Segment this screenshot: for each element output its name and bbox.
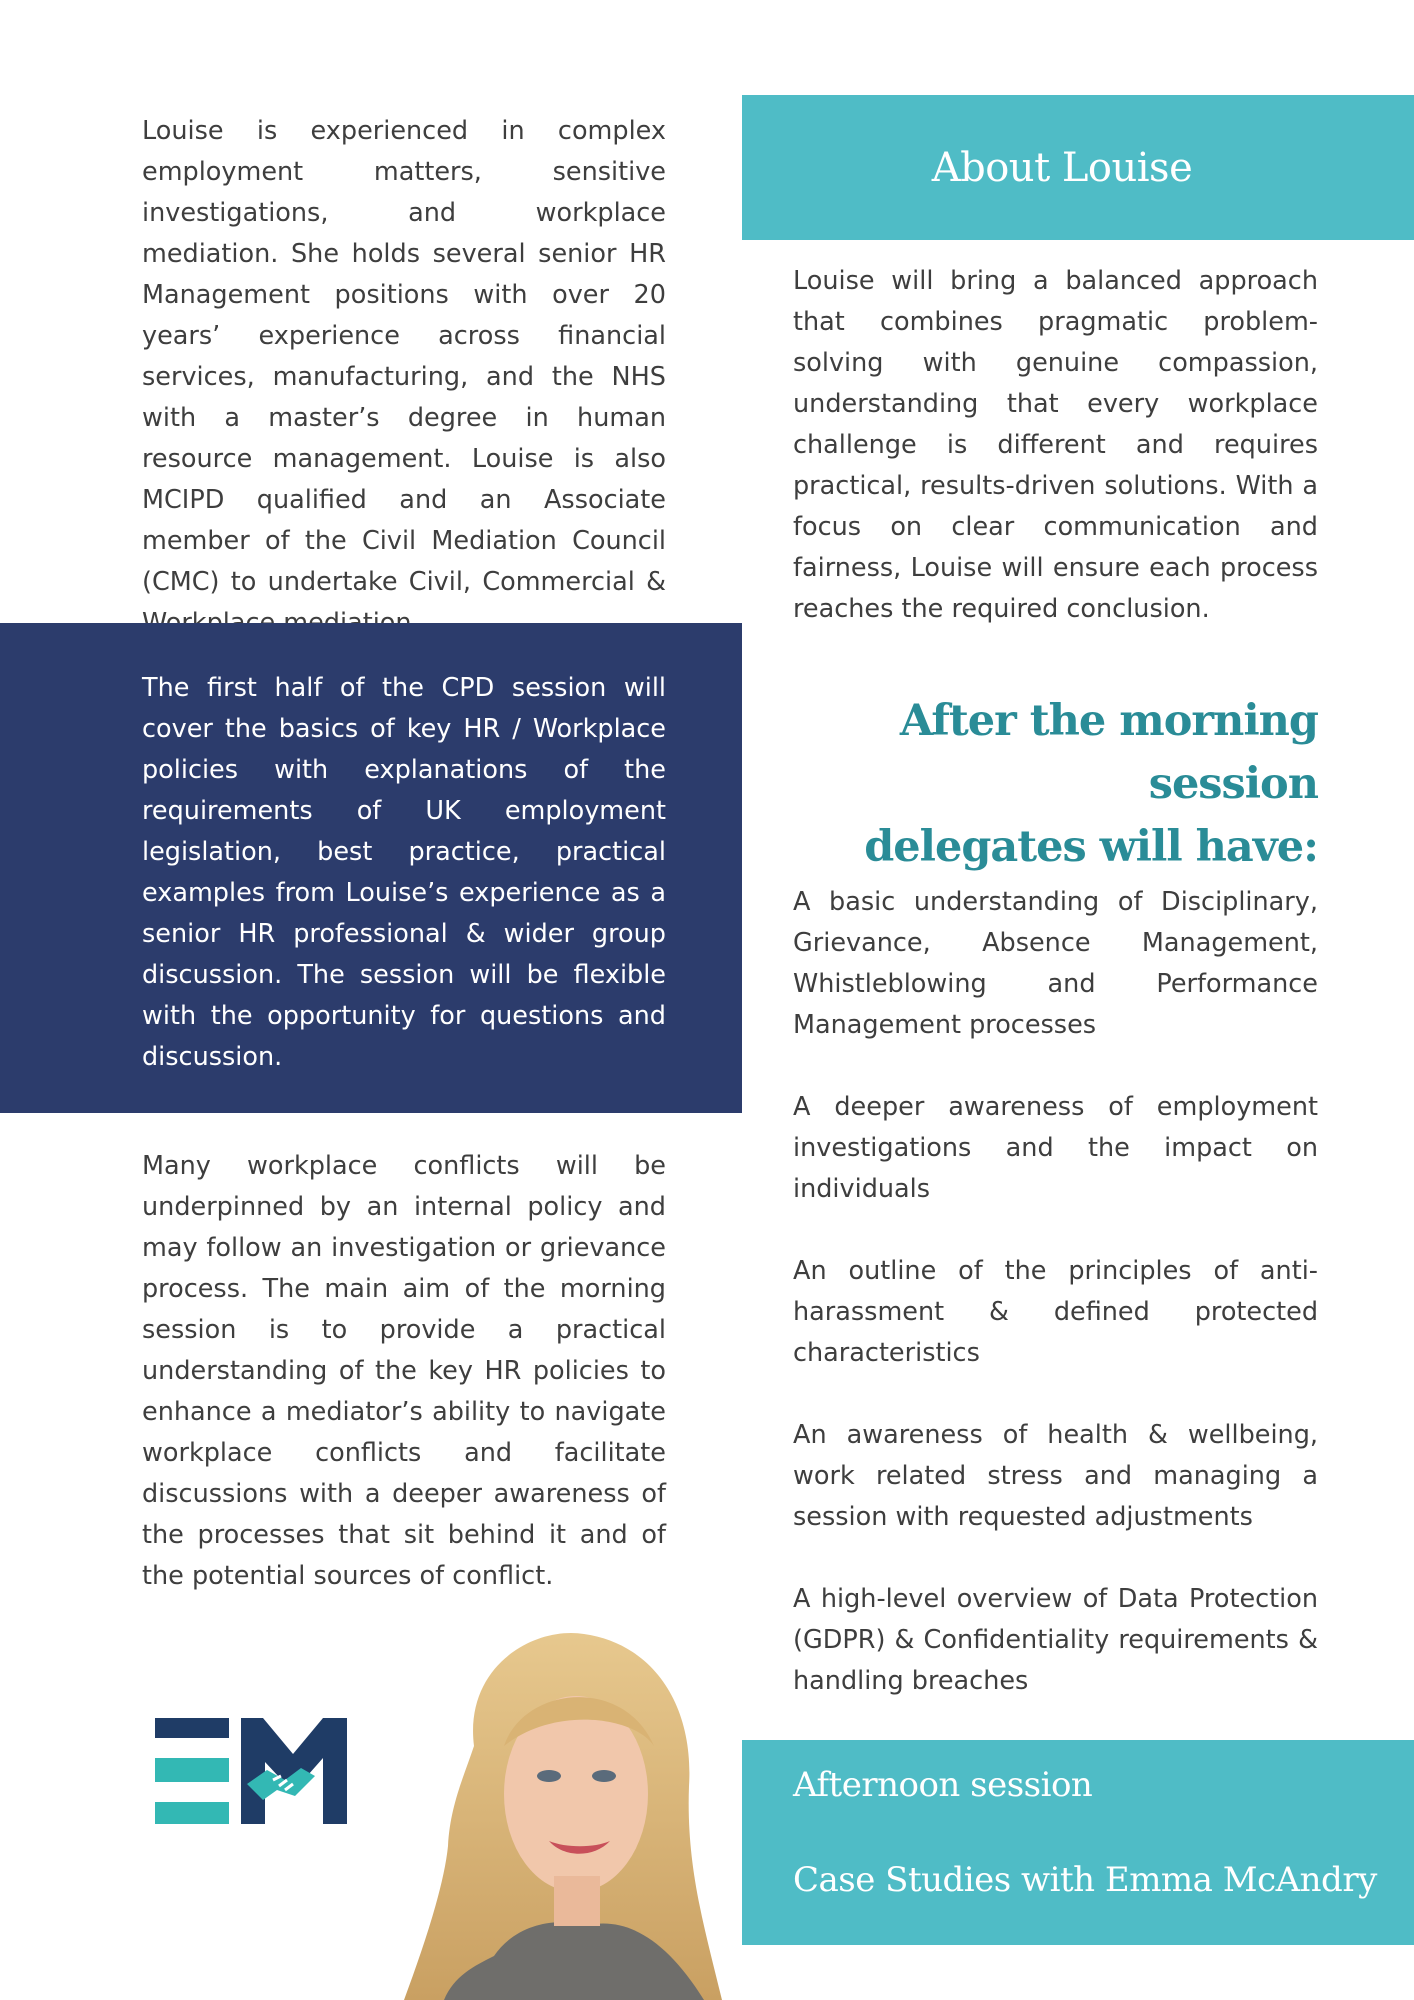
outcome-item: A basic understanding of Disciplinary, Grievance, Absence Management, Whistleblowing and Performance Management processes xyxy=(793,887,1318,1040)
intro-paragraph: Louise is experienced in complex employment matters, sensitive investigations, and workplace mediation. She holds several senior HR Management positions with over 20 years’ experience across financial services, manufacturing, and the NHS with a master’s degree in human resource management. Louise is also MCIPD qualified and an Associate member of the Civil Mediation Council (CMC) to undertake Civil, Commercial & xyxy=(142,116,666,597)
about-title: About Louise xyxy=(931,144,1193,191)
conflicts-paragraph: Many workplace conflicts will be underpinned by an internal policy and may follow an investigation or grievance process. The main aim of the morning session is to provide a practical understanding of the key HR policies to enhance a mediator’s ability to navigate workplace conflicts and facilitate discussions with a deeper awareness of the processes that sit behind it and of the potential sources of conflict. xyxy=(142,1151,666,1591)
outcomes-heading-line1: After the morning session xyxy=(899,696,1318,809)
outcome-item: An outline of the principles of anti-harassment & defined protected characteristics xyxy=(793,1256,1318,1368)
about-paragraph: Louise will bring a balanced approach that combines pragmatic problem-solving with genuine compassion, understanding that every workplace challenge is different and requires practical, results-driven solutions. With a focus on clear communication and fairness, Louise will ensure each process reaches the required conclusion. xyxy=(793,266,1318,624)
outcomes-heading xyxy=(760,690,1318,879)
outcome-item: A high-level overview of Data Protection (GDPR) & Confidentiality requirements & handling breaches xyxy=(793,1584,1318,1696)
outcome-item: A deeper awareness of employment investigations and the impact on individuals xyxy=(793,1092,1318,1204)
person-portrait-icon xyxy=(404,1626,722,2000)
em-handshake-logo-icon xyxy=(155,1718,347,1824)
outcomes-list xyxy=(793,882,1318,1743)
first-half-paragraph: The first half of the CPD session will cover the basics of key HR / Workplace policies with explanations of the requirements of UK employment legislation, best practice, practical examples from Louise’s experience as a senior HR professional & wider group discussion. The session will be flexible with the opportunity for questions and discussion. xyxy=(142,673,666,1072)
outcome-item: An awareness of health & wellbeing, work related stress and managing a session with requested adjustments xyxy=(793,1420,1318,1532)
afternoon-subtitle: Case Studies with Emma McAndry xyxy=(793,1860,1377,1900)
outcomes-heading-line2: delegates will have: xyxy=(864,822,1318,872)
afternoon-title: Afternoon session xyxy=(793,1765,1093,1805)
